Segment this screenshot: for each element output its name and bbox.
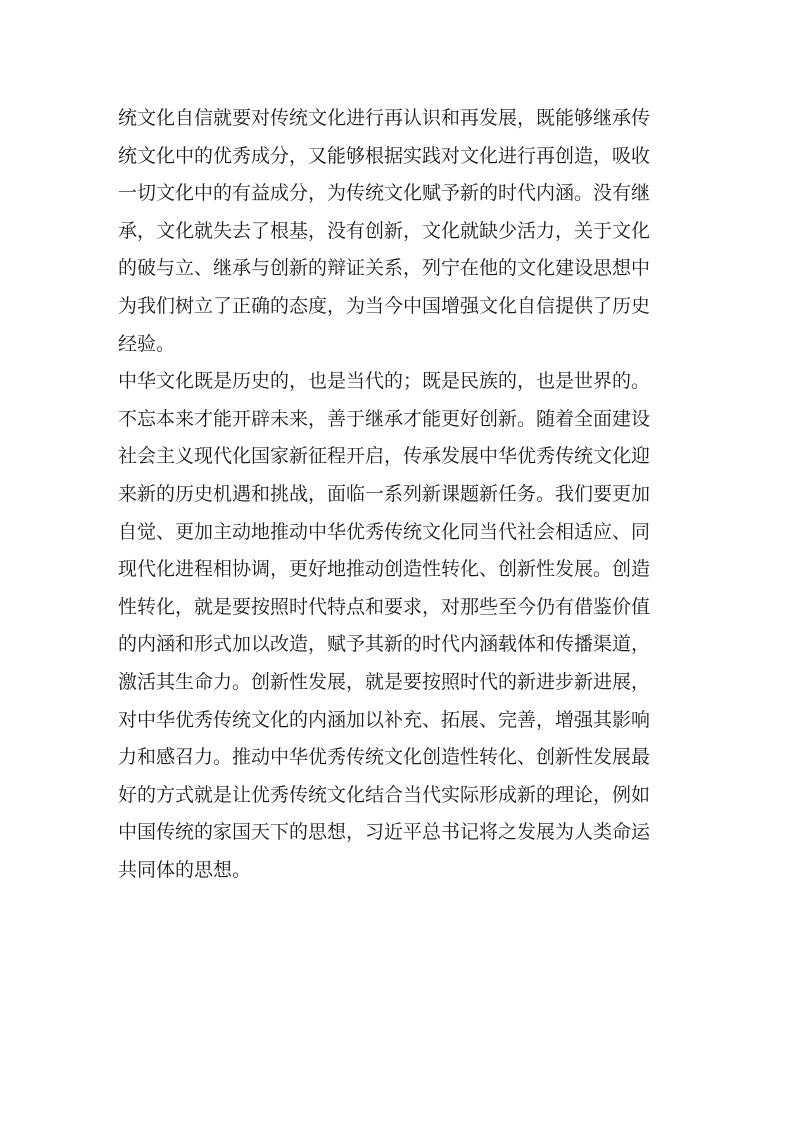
text-line: 好的方式就是让优秀传统文化结合当代实际形成新的理论，例如: [118, 783, 651, 806]
text-line: 一切文化中的有益成分，为传统文化赋予新的时代内涵。没有继: [118, 182, 651, 205]
text-line: 现代化进程相协调，更好地推动创造性转化、创新性发展。创造: [118, 558, 651, 581]
text-line: 统文化中的优秀成分，又能够根据实践对文化进行再创造，吸收: [118, 144, 651, 167]
text-line: 自觉、更加主动地推动中华优秀传统文化同当代社会相适应、同: [118, 520, 651, 543]
text-line: 的破与立、继承与创新的辩证关系，列宁在他的文化建设思想中: [118, 257, 651, 280]
text-line: 来新的历史机遇和挑战，面临一系列新课题新任务。我们要更加: [118, 482, 651, 505]
text-line: 不忘本来才能开辟未来，善于继承才能更好创新。随着全面建设: [118, 407, 651, 430]
text-line: 共同体的思想。: [118, 858, 252, 881]
body-text: [118, 100, 684, 889]
text-line: 经验。: [118, 332, 176, 355]
text-line: 中国传统的家国天下的思想，习近平总书记将之发展为人类命运: [118, 821, 651, 844]
text-line: 的内涵和形式加以改造，赋予其新的时代内涵载体和传播渠道，: [118, 633, 651, 656]
text-line: 对中华优秀传统文化的内涵加以补充、拓展、完善，增强其影响: [118, 708, 651, 731]
text-line: 承，文化就失去了根基，没有创新，文化就缺少活力，关于文化: [118, 219, 651, 242]
text-line: 力和感召力。推动中华优秀传统文化创造性转化、创新性发展最: [118, 746, 651, 769]
text-line: 中华文化既是历史的，也是当代的；既是民族的，也是世界的。: [118, 370, 651, 393]
text-line: 性转化，就是要按照时代特点和要求，对那些至今仍有借鉴价值: [118, 595, 651, 618]
text-line: 社会主义现代化国家新征程开启，传承发展中华优秀传统文化迎: [118, 445, 651, 468]
text-line: 激活其生命力。创新性发展，就是要按照时代的新进步新进展，: [118, 670, 651, 693]
text-line: 统文化自信就要对传统文化进行再认识和再发展，既能够继承传: [118, 107, 651, 129]
text-line: 为我们树立了正确的态度，为当今中国增强文化自信提供了历史: [118, 294, 651, 317]
